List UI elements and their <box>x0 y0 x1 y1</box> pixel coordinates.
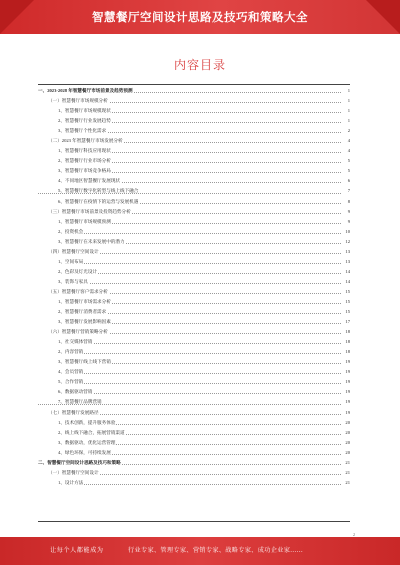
toc-entry[interactable] <box>38 327 350 337</box>
toc-entry-page: 12 <box>344 237 350 247</box>
toc-entry-page: 1 <box>347 86 350 96</box>
toc-entry-title: 1、智慧餐厅市场需求分析 <box>38 299 112 304</box>
toc-entry-page: 20 <box>344 418 350 428</box>
toc-entry[interactable] <box>38 337 350 347</box>
toc-entry-title: 5、智慧餐厅数字化转型与线上线下融合 <box>38 188 139 193</box>
toc-entry[interactable] <box>38 357 350 367</box>
toc-entry[interactable] <box>38 317 350 327</box>
toc-entry[interactable] <box>38 186 350 196</box>
toc-entry-page: 6 <box>347 176 350 186</box>
toc-entry-title: 4、不同地区智慧餐厅发展现状 <box>38 178 121 183</box>
footer-slogan: 让每个人都能成为 <box>50 547 104 554</box>
toc-entry-page: 17 <box>344 317 350 327</box>
toc-entry-title: 3、智慧餐厅在未来发展中的潜力 <box>38 239 126 244</box>
toc-entry-page: 1 <box>347 96 350 106</box>
toc-entry-title: （二）2023 年智慧餐厅市场发展分析 <box>38 138 124 143</box>
toc-entry[interactable] <box>38 156 350 166</box>
toc-entry[interactable] <box>38 478 350 488</box>
toc-entry-title: （六）智慧餐厅营销策略分析 <box>38 329 109 334</box>
toc-entry-page: 9 <box>347 207 350 217</box>
toc-entry-title: 6、智慧餐厅在疫情下的运营与发展机遇 <box>38 199 139 204</box>
toc-entry[interactable] <box>38 227 350 237</box>
toc-entry[interactable] <box>38 307 350 317</box>
toc-entry-title: （一）智慧餐厅空间设计 <box>38 470 100 475</box>
toc-entry[interactable] <box>38 277 350 287</box>
toc-entry-title: 2、色彩及灯光设计 <box>38 269 98 274</box>
toc-entry-title: 5、合作营销 <box>38 379 84 384</box>
toc-entry-page: 2 <box>347 126 350 136</box>
toc-entry[interactable] <box>38 197 350 207</box>
toc-entry-title: 3、智慧餐厅线上线下营销 <box>38 359 112 364</box>
toc-entry-title: 1、智慧餐厅市场规模预测 <box>38 219 112 224</box>
toc-entry[interactable] <box>38 237 350 247</box>
toc-entry-title: 3、智慧餐厅发展影响因素 <box>38 319 112 324</box>
toc-entry-title: 1、智慧餐厅科技应用现状 <box>38 148 112 153</box>
toc-entry-title: 1、设计方法 <box>38 480 84 485</box>
toc-entry[interactable] <box>38 207 350 217</box>
toc-entry[interactable] <box>38 126 350 136</box>
toc-entry[interactable] <box>38 408 350 418</box>
toc-entry[interactable] <box>38 448 350 458</box>
toc-entry-page: 1 <box>347 106 350 116</box>
toc-entry-page: 15 <box>344 307 350 317</box>
toc-entry-title: 1、智慧餐厅市场规模现状 <box>38 108 112 113</box>
toc-entry[interactable] <box>38 297 350 307</box>
toc-entry-page: 8 <box>347 197 350 207</box>
toc-entry[interactable] <box>38 166 350 176</box>
toc-entry-title: 2、智慧餐厅行业市场分析 <box>38 158 112 163</box>
toc-entry-title: （七）智慧餐厅发展路径 <box>38 410 100 415</box>
toc-entry-page: 13 <box>344 257 350 267</box>
toc-entry[interactable] <box>38 367 350 377</box>
toc-entry[interactable] <box>38 257 350 267</box>
toc-entry-page: 13 <box>344 247 350 257</box>
toc-entry-page: 21 <box>344 468 350 478</box>
toc-entry-title: 2、投资机会 <box>38 229 84 234</box>
toc-entry-page: 15 <box>344 287 350 297</box>
toc-entry-page: 5 <box>347 156 350 166</box>
toc-entry[interactable] <box>38 217 350 227</box>
toc-entry-page: 19 <box>344 357 350 367</box>
toc-entry-title: 2、智慧餐厅行业发展趋势 <box>38 118 112 123</box>
toc-entry-page: 4 <box>347 146 350 156</box>
toc-bottom-rule <box>38 521 350 522</box>
toc-heading: 内容目录 <box>173 58 226 72</box>
toc-entry-page: 21 <box>344 478 350 488</box>
toc-entry-title: 3、数据驱动，优化运营管理 <box>38 440 116 445</box>
toc-entry[interactable] <box>38 96 350 106</box>
table-of-contents <box>38 86 350 488</box>
toc-entry-page: 20 <box>344 428 350 438</box>
toc-entry-title: 二、智慧餐厅空间设计思路及技巧和策略 <box>38 459 121 465</box>
toc-entry[interactable] <box>38 377 350 387</box>
toc-entry[interactable] <box>38 397 350 407</box>
footer-tags: 行业专家、管理专家、营销专家、战略专家、成功企业家…… <box>128 547 304 554</box>
toc-entry-title: 7、智慧餐厅品牌营销 <box>38 399 103 404</box>
toc-entry[interactable] <box>38 438 350 448</box>
toc-entry-title: 1、空间布局 <box>38 259 84 264</box>
toc-entry[interactable] <box>38 176 350 186</box>
toc-entry-page: 18 <box>344 327 350 337</box>
document-title: 智慧餐厅空间设计思路及技巧和策略大全 <box>92 10 308 24</box>
toc-entry-page: 20 <box>344 448 350 458</box>
toc-entry-page: 21 <box>344 458 350 468</box>
toc-entry-title: 3、智慧餐厅个性化需求 <box>38 128 107 133</box>
toc-entry-page: 4 <box>347 136 350 146</box>
toc-entry-page: 1 <box>347 116 350 126</box>
footer-banner <box>0 537 400 565</box>
toc-entry[interactable] <box>38 418 350 428</box>
toc-entry-page: 14 <box>344 267 350 277</box>
toc-entry[interactable] <box>38 247 350 257</box>
toc-entry[interactable] <box>38 428 350 438</box>
toc-entry-page: 5 <box>347 166 350 176</box>
toc-entry[interactable] <box>38 116 350 126</box>
toc-entry-page: 15 <box>344 297 350 307</box>
toc-entry-title: （三）智慧餐厅市场前景及投资趋势分析 <box>38 209 132 214</box>
page-number: 2 <box>353 532 355 537</box>
toc-entry-page: 19 <box>344 377 350 387</box>
toc-entry-title: 3、装饰与家具 <box>38 279 89 284</box>
toc-entry-page: 7 <box>347 186 350 196</box>
toc-entry[interactable] <box>38 458 350 468</box>
toc-entry-title: 2、智慧餐厅消费者需求 <box>38 309 107 314</box>
toc-entry-page: 20 <box>344 438 350 448</box>
toc-entry-title: 1、社交媒体营销 <box>38 339 93 344</box>
toc-entry-page: 19 <box>344 387 350 397</box>
toc-entry-page: 10 <box>344 227 350 237</box>
toc-entry-page: 19 <box>344 397 350 407</box>
toc-entry-title: （四）智慧餐厅空间设计 <box>38 249 100 254</box>
toc-entry[interactable] <box>38 136 350 146</box>
toc-entry[interactable] <box>38 106 350 116</box>
toc-entry-page: 18 <box>344 347 350 357</box>
toc-entry-title: 2、线上线下融合，拓展营销渠道 <box>38 430 126 435</box>
toc-entry-title: 4、绿色环保，可持续发展 <box>38 450 112 455</box>
toc-entry-title: （五）智慧餐厅客户需求分析 <box>38 289 109 294</box>
toc-top-rule <box>38 84 350 85</box>
toc-entry[interactable] <box>38 86 350 96</box>
toc-entry[interactable] <box>38 468 350 478</box>
toc-entry-title: 6、数据驱动营销 <box>38 389 93 394</box>
toc-entry-title: （一）智慧餐厅市场规模分析 <box>38 98 109 103</box>
toc-entry-title: 2、内容营销 <box>38 349 84 354</box>
toc-entry-title: 一、2023-2028 年智慧餐厅市场前景及趋势预测 <box>38 88 133 93</box>
toc-entry[interactable] <box>38 146 350 156</box>
toc-entry[interactable] <box>38 347 350 357</box>
toc-entry-page: 18 <box>344 337 350 347</box>
toc-entry-title: 4、会员营销 <box>38 369 84 374</box>
toc-entry[interactable] <box>38 267 350 277</box>
toc-entry-page: 19 <box>344 408 350 418</box>
toc-entry-page: 19 <box>344 367 350 377</box>
toc-entry-title: 1、技术创新，提升服务体验 <box>38 420 116 425</box>
toc-entry-title: 3、智慧餐厅市场竞争格局 <box>38 168 112 173</box>
toc-entry-page: 9 <box>347 217 350 227</box>
toc-entry[interactable] <box>38 287 350 297</box>
toc-entry-page: 14 <box>344 277 350 287</box>
toc-entry[interactable] <box>38 387 350 397</box>
